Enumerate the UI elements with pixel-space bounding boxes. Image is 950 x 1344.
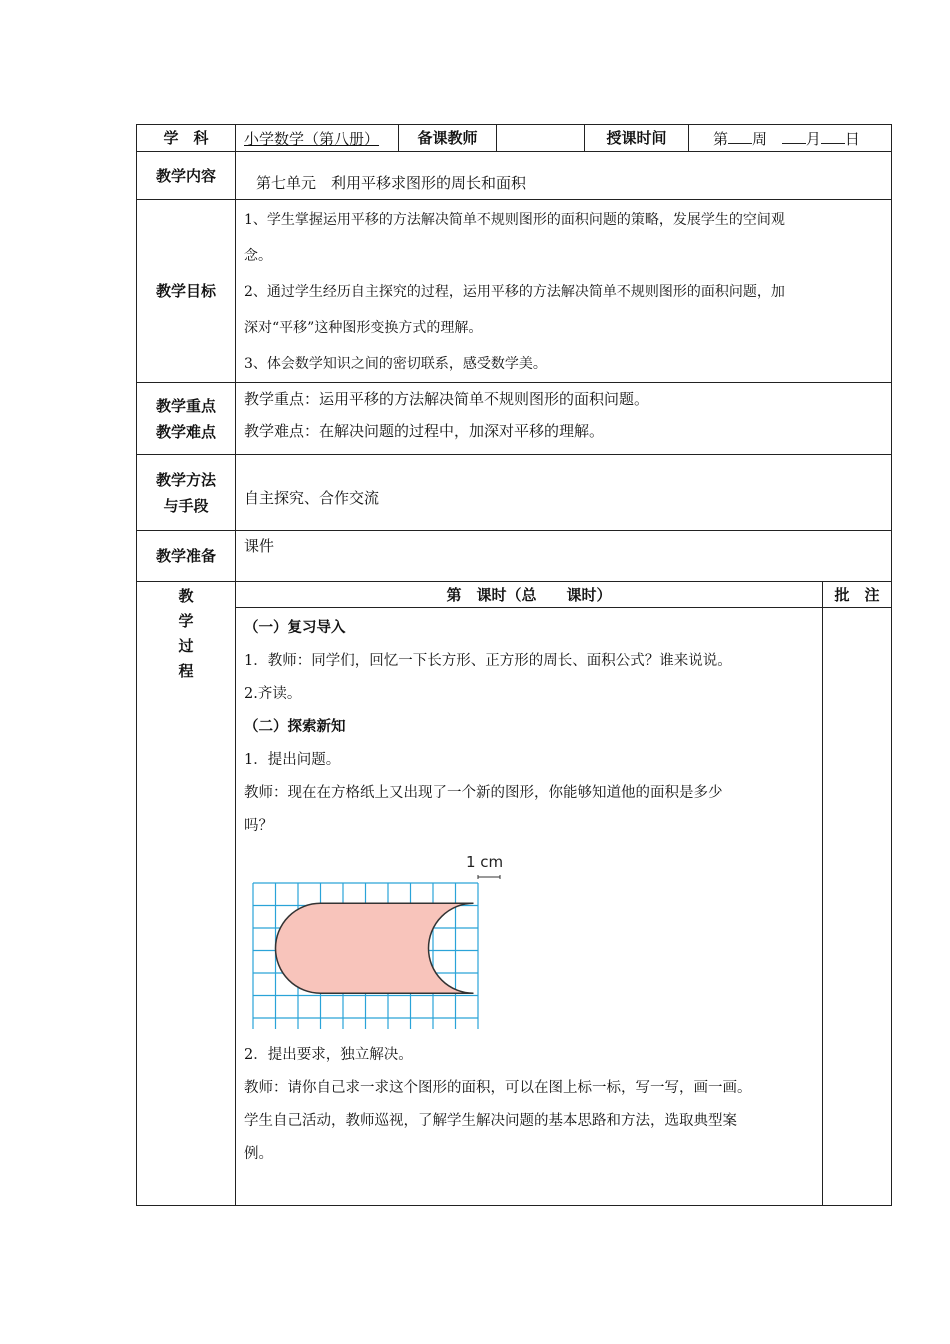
process-line: 2.齐读。 (244, 686, 302, 702)
semicircle-shape (276, 903, 474, 993)
key-points-text (236, 383, 892, 455)
process-body (236, 608, 823, 1206)
grid-figure (248, 849, 814, 1029)
lesson-header: 第 课时（总 课时） (236, 582, 823, 608)
goals-text (236, 200, 892, 383)
process-line: 1．教师：同学们，回忆一下长方形、正方形的周长、面积公式？谁来说说。 (244, 653, 732, 669)
prep-value: 课件 (236, 531, 892, 582)
header-row (137, 125, 892, 152)
prep-row (137, 531, 892, 582)
key-points-label: 教学重点 教学难点 (137, 383, 236, 455)
grid-figure-svg (248, 849, 510, 1029)
process-line: 例。 (244, 1146, 273, 1162)
process-line: 教师：请你自己求一求这个图形的面积，可以在图上标一标，写一写，画一画。 (244, 1080, 752, 1096)
goal-line: 深对“平移”这种图形变换方式的理解。 (244, 320, 483, 336)
key-points-row (137, 383, 892, 455)
section-heading: （二）探索新知 (244, 719, 346, 735)
goals-label: 教学目标 (137, 200, 236, 383)
lesson-plan-table (136, 124, 892, 1206)
process-header-row (137, 582, 892, 608)
goals-row (137, 200, 892, 383)
time-value: 第 周 月 日 (689, 125, 892, 152)
methods-label: 教学方法 与手段 (137, 455, 236, 531)
process-line: 教师：现在在方格纸上又出现了一个新的图形，你能够知道他的面积是多少 (244, 785, 723, 801)
time-label: 授课时间 (585, 125, 689, 152)
content-row (137, 152, 892, 200)
goal-line: 3、体会数学知识之间的密切联系，感受数学美。 (244, 356, 547, 372)
teacher-value (497, 125, 585, 152)
notes-header: 批 注 (823, 582, 892, 608)
goal-line: 2、通过学生经历自主探究的过程，运用平移的方法解决简单不规则图形的面积问题，加 (244, 284, 785, 300)
methods-value: 自主探究、合作交流 (236, 455, 892, 531)
goal-line: 1、学生掌握运用平移的方法解决简单不规则图形的面积问题的策略，发展学生的空间观 (244, 212, 785, 228)
key-point-line: 教学重点：运用平移的方法解决简单不规则图形的面积问题。 (244, 390, 650, 408)
notes-column (823, 608, 892, 1206)
subject-value: 小学数学（第八册） (236, 125, 399, 152)
process-label: 教 学 过 程 (137, 582, 236, 1206)
goal-line: 念。 (244, 248, 272, 264)
process-line: 2．提出要求，独立解决。 (244, 1047, 413, 1063)
content-label: 教学内容 (137, 152, 236, 200)
key-point-line: 教学难点：在解决问题的过程中，加深对平移的理解。 (244, 422, 605, 440)
process-line: 学生自己活动，教师巡视，了解学生解决问题的基本思路和方法，选取典型案 (244, 1113, 737, 1129)
process-line: 吗？ (244, 818, 273, 834)
process-line: 1．提出问题。 (244, 752, 341, 768)
prep-label: 教学准备 (137, 531, 236, 582)
process-body-row (137, 608, 892, 1206)
section-heading: （一）复习导入 (244, 620, 346, 636)
methods-row (137, 455, 892, 531)
subject-label: 学 科 (137, 125, 236, 152)
content-value: 第七单元 利用平移求图形的周长和面积 (236, 152, 892, 200)
scale-label: 1 cm (466, 853, 504, 871)
teacher-label: 备课教师 (399, 125, 497, 152)
